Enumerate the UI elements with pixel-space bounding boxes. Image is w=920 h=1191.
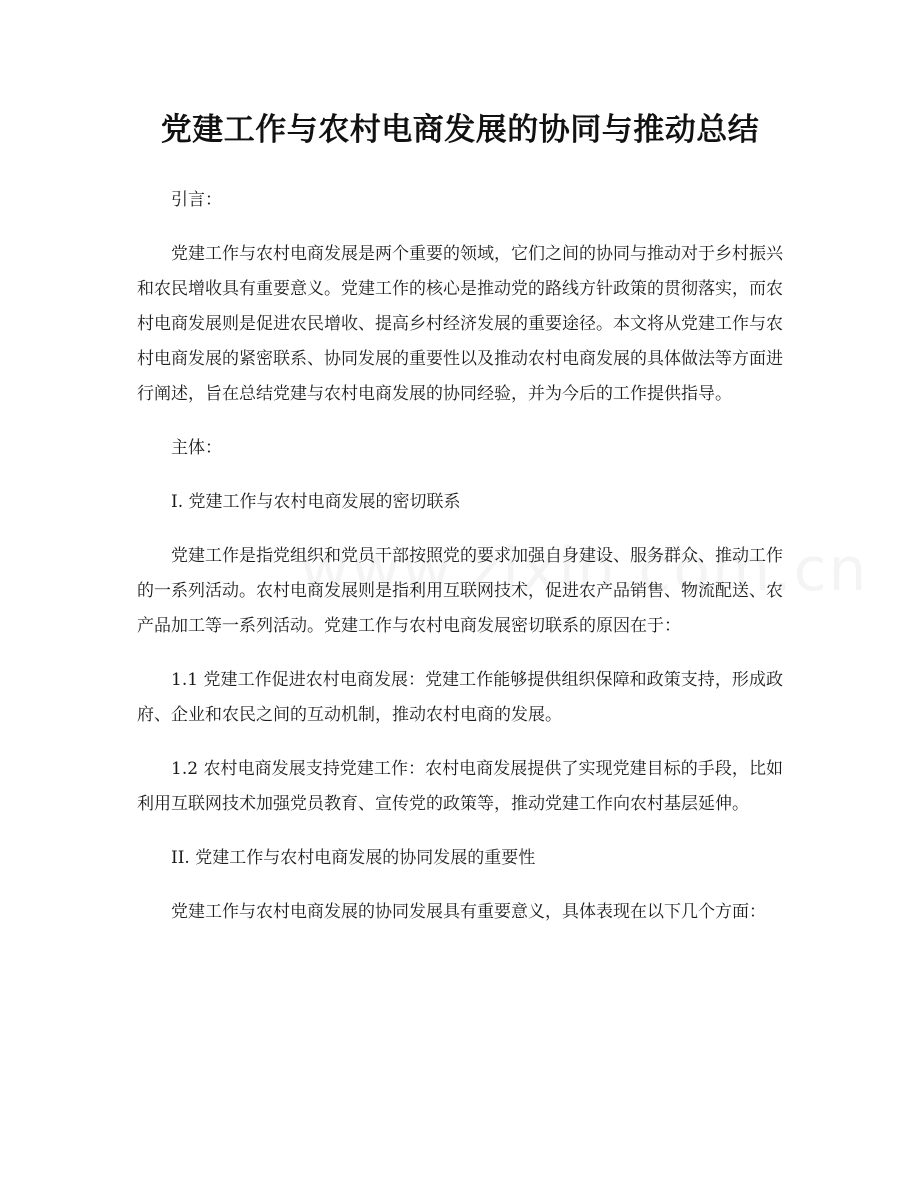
section-heading-1: I. 党建工作与农村电商发展的密切联系 xyxy=(171,492,461,512)
paragraph-section-2: 党建工作与农村电商发展的协同发展具有重要意义，具体表现在以下几个方面： xyxy=(171,902,766,922)
paragraph-main-label: 主体： xyxy=(171,438,222,458)
section-heading-2: II. 党建工作与农村电商发展的协同发展的重要性 xyxy=(171,848,536,868)
paragraph-1-1: 1.1 党建工作促进农村电商发展：党建工作能够提供组织保障和政策支持，形成政府、企业和农民之间的互动机制，推动农村电商的发展。 xyxy=(137,670,783,725)
paragraph-section-1: 党建工作是指党组织和党员干部按照党的要求加强自身建设、服务群众、推动工作的一系列活动。农村电商发展则是指利用互联网技术，促进农产品销售、物流配送、农产品加工等一系列活动。党建工作与农村电商发展密切联系的原因在于： xyxy=(137,546,783,636)
document-body xyxy=(137,183,783,949)
paragraph-1-2: 1.2 农村电商发展支持党建工作：农村电商发展提供了实现党建目标的手段，比如利用互联网技术加强党员教育、宣传党的政策等，推动党建工作向农村基层延伸。 xyxy=(137,759,783,814)
paragraph-intro: 党建工作与农村电商发展是两个重要的领域，它们之间的协同与推动对于乡村振兴和农民增收具有重要意义。党建工作的核心是推动党的路线方针政策的贯彻落实，而农村电商发展则是促进农民增收、提高乡村经济发展的重要途径。本文将从党建工作与农村电商发展的紧密联系、协同发展的重要性以及推动农村电商发展的具体做法等方面进行阐述，旨在总结党建与农村电商发展的协同经验，并为今后的工作提供指导。 xyxy=(137,244,783,404)
paragraph-intro-label: 引言： xyxy=(171,190,222,210)
document-title: 党建工作与农村电商发展的协同与推动总结 xyxy=(160,112,760,148)
